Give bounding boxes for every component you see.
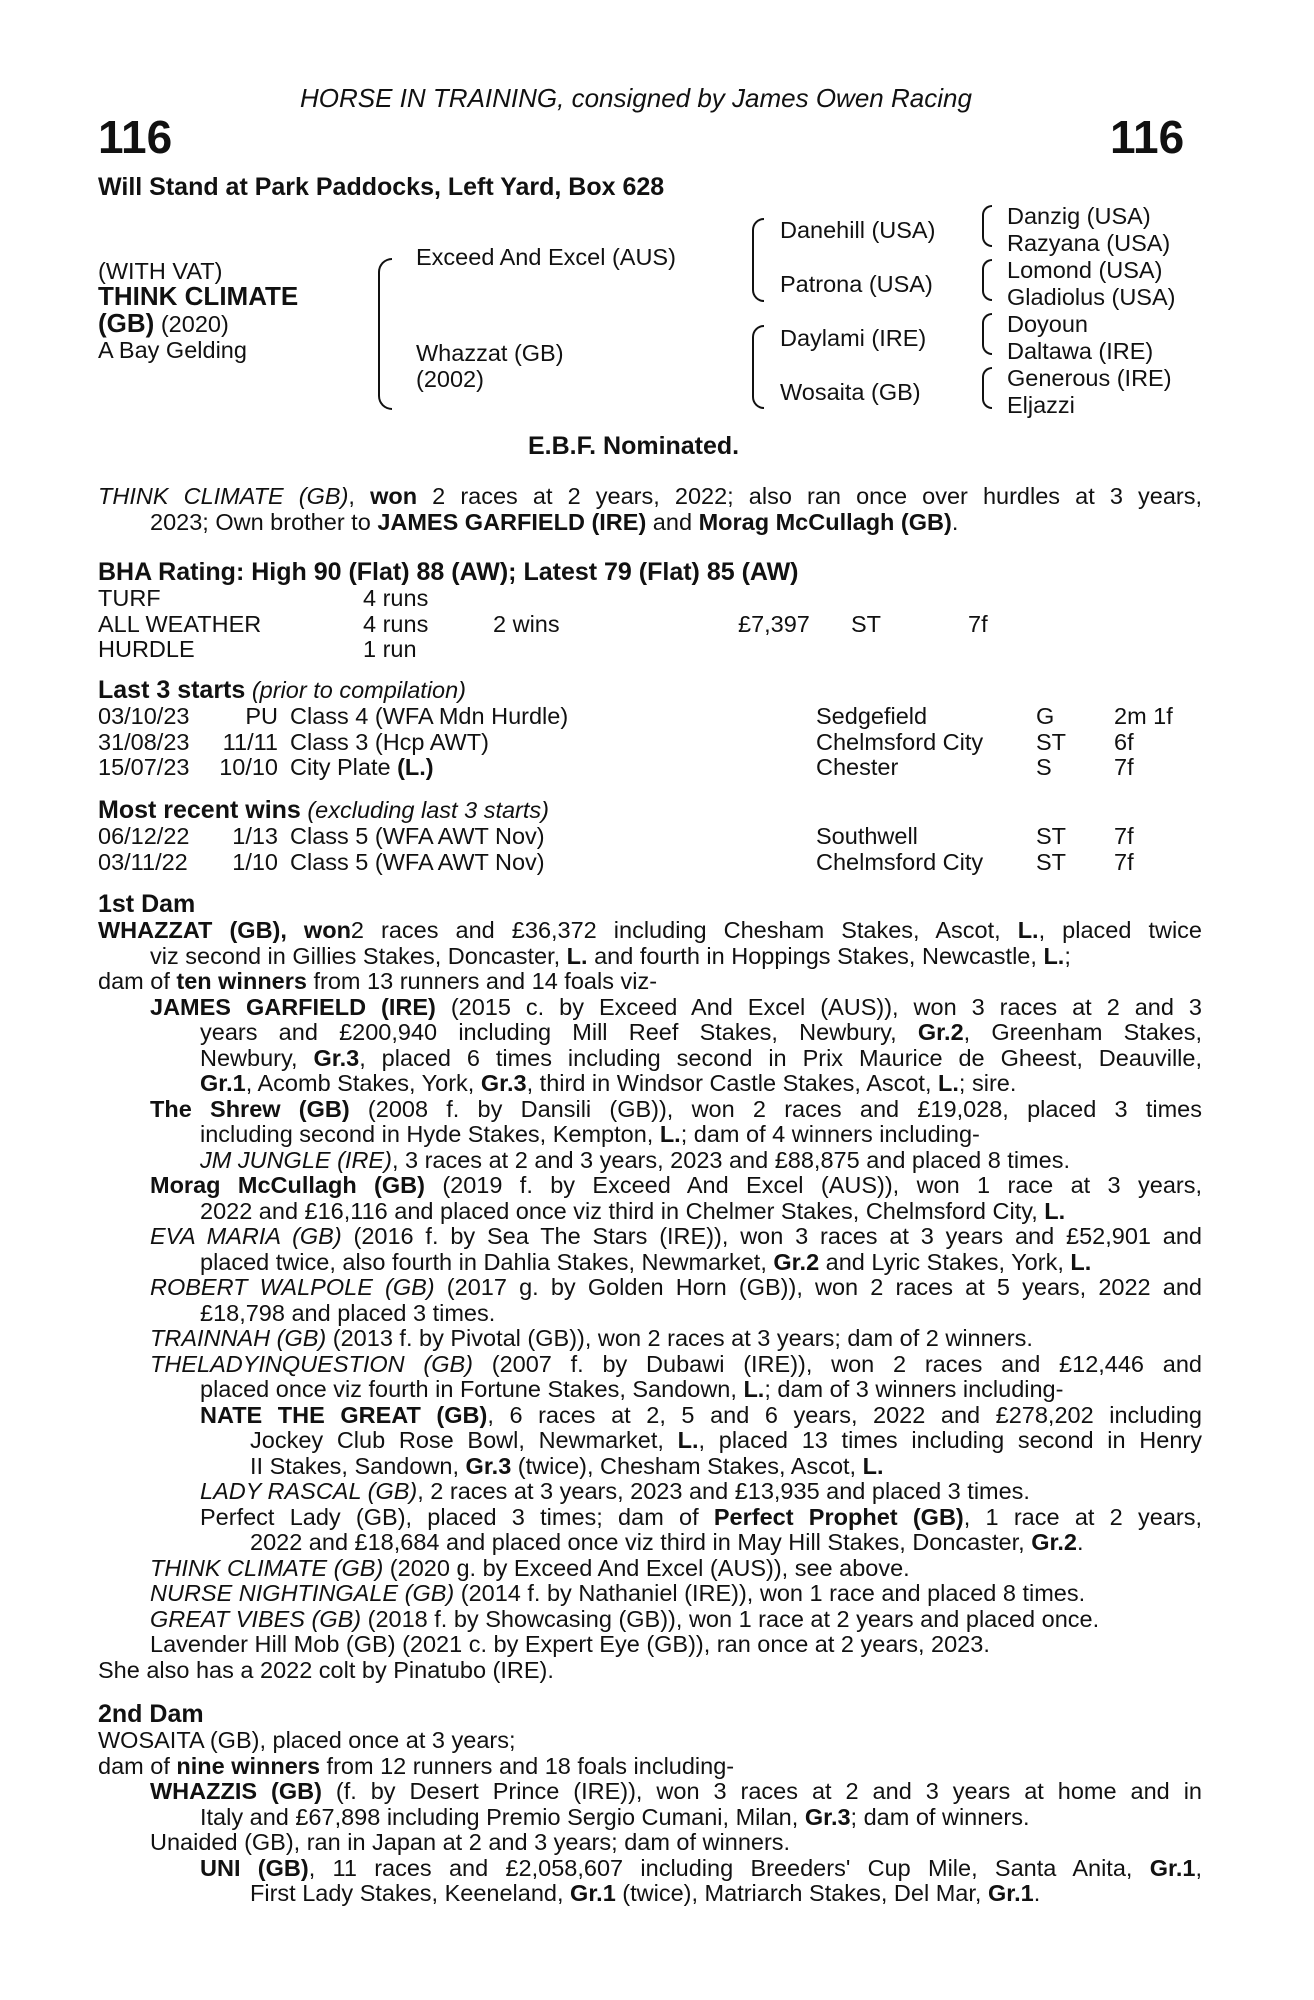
vat-note: (WITH VAT) [98,258,223,284]
first-dam-body [98,918,1202,1683]
summary-and: and [646,508,699,535]
first-dam-text: Newbury, [200,1044,314,1071]
second-dam-bold-text: Gr.1 [1149,1854,1196,1881]
recent-win-race [290,850,545,876]
first-dam-bold-text: Gr.3 [313,1044,360,1071]
first-dam-line [98,995,1202,1021]
first-dam-bold-text: L. [938,1070,959,1096]
first-dam-italic-text: LADY RASCAL (GB) [200,1478,418,1504]
rating-row [98,612,1202,637]
last-start-going: ST [1036,728,1067,755]
first-dam-bold-text: L. [1017,917,1039,943]
last-three-title: Last 3 starts [98,676,246,704]
first-dam-text: (2018 f. by Showcasing (GB)), won 1 race at 2 years and placed once. [361,1605,1100,1632]
first-dam-bold-text: L. [743,1376,765,1402]
last-start-course: Chelmsford City [816,728,984,755]
first-dam-bold-text: Gr.2 [773,1248,820,1275]
pedigree-g3-6: Daltawa (IRE) [1007,338,1154,364]
lot-number-left: 116 [98,111,173,163]
recent-win-distance: 7f [1114,823,1134,849]
pedigree-brace-dam [752,325,764,409]
first-dam-bold-text: L. [1044,1197,1066,1224]
pedigree-sire-sire: Danehill (USA) [780,217,936,243]
second-dam-bold-text: Gr.3 [804,1803,851,1830]
second-dam-bold-text: Gr.1 [570,1880,616,1906]
last-start-race-name: Class 4 (WFA Mdn Hurdle) [290,703,569,729]
last-start-row [98,704,1202,729]
rating-runs: 4 runs [363,610,429,637]
first-dam-text: ; dam of 4 winners including- [680,1121,980,1147]
rating-row [98,586,1202,611]
recent-win-row [98,824,1202,849]
first-dam-text: ; [1064,942,1071,969]
summary-sibling-2: Morag McCullagh (GB) [698,508,952,535]
first-dam-bold-text: Gr.2 [917,1019,964,1045]
last-start-race-listed: (L.) [397,754,434,780]
rating-dist: 7f [968,610,988,637]
first-dam-text: , Acomb Stakes, York, [245,1070,481,1096]
first-dam-italic-text: THINK CLIMATE (GB) [150,1554,384,1581]
pedigree-g3-1: Danzig (USA) [1007,203,1151,229]
first-dam-line [98,1530,1202,1556]
second-dam-body [98,1728,1202,1907]
first-dam-text: (twice), Chesham Stakes, Ascot, [511,1452,863,1479]
horse-name: THINK CLIMATE [98,281,299,311]
first-dam-text: , third in Windsor Castle Stakes, Ascot, [526,1070,939,1096]
second-dam-text: , 11 races and £2,058,607 including Breeders' Cup Mile, Santa Anita, [308,1854,1150,1881]
first-dam-text: ; sire. [958,1070,1017,1096]
pedigree-g3-7: Generous (IRE) [1007,365,1172,391]
summary-horse-name: THINK CLIMATE (GB) [98,483,349,509]
recent-wins-heading [98,798,549,824]
second-dam-text: from 12 runners and 18 foals including- [320,1752,735,1779]
first-dam-bold-text: L. [1043,942,1065,969]
first-dam-text: II Stakes, Sandown, [250,1452,466,1479]
first-dam-text: . [1076,1529,1084,1555]
first-dam-bold-text: ten winners [176,968,307,994]
first-dam-line [98,1199,1202,1225]
first-dam-bold-text: L. [1070,1248,1092,1275]
pedigree-brace-g3-3 [982,313,992,355]
first-dam-bold-text: Perfect Prophet (GB) [713,1503,964,1530]
pedigree-g3-5: Doyoun [1007,311,1088,337]
last-start-going: S [1036,754,1052,780]
last-start-distance: 2m 1f [1114,703,1173,729]
second-dam-line [98,1830,1202,1856]
second-dam-text: Unaided (GB), ran in Japan at 2 and 3 years; dam of winners. [150,1829,791,1855]
recent-wins-note: (excluding last 3 starts) [300,797,549,823]
first-dam-line [98,1556,1202,1582]
first-dam-text: (2013 f. by Pivotal (GB)), won 2 races at 3 years; dam of 2 winners. [326,1325,1033,1351]
pedigree-sire-dam: Patrona (USA) [780,271,933,297]
second-dam-line [98,1856,1202,1882]
rating-row [98,637,1202,662]
recent-win-race-name: Class 5 (WFA AWT Nov) [290,823,545,849]
first-dam-text: (2015 c. by Exceed And Excel (AUS)), won 3 races at 2 and 3 [435,993,1202,1020]
first-dam-line [98,1148,1202,1174]
second-dam-text: (f. by Desert Prince (IRE)), won 3 races at 2 and 3 years at home and in [321,1778,1202,1804]
recent-win-race-name: Class 5 (WFA AWT Nov) [290,848,545,875]
first-dam-line [98,1581,1202,1607]
first-dam-italic-text: TRAINNAH (GB) [150,1325,327,1351]
first-dam-text: (2020 g. by Exceed And Excel (AUS)), see above. [383,1554,910,1581]
second-dam-text: ; dam of winners. [850,1803,1030,1830]
last-three-note: (prior to compilation) [245,677,467,703]
first-dam-italic-text: THELADYINQUESTION (GB) [150,1350,473,1377]
recent-win-going: ST [1036,848,1067,875]
first-dam-text: (2007 f. by Dubawi (IRE)), won 2 races and £12,446 and [473,1350,1202,1377]
first-dam-line [98,1097,1202,1123]
summary-won: won [370,483,418,509]
recent-win-course: Southwell [816,823,918,849]
first-dam-bold-text: L. [659,1121,681,1147]
pedigree-brace-g3-1 [982,205,992,247]
last-start-position: PU [245,703,278,729]
second-dam-bold-text: Gr.1 [987,1880,1034,1906]
summary-sep: , [348,483,371,509]
second-dam-title: 2nd Dam [98,1700,204,1728]
summary-text-1: 2 races at 2 years, 2022; also ran once over hurdles at 3 years, [417,483,1202,509]
rating-going: ST [851,610,882,637]
pedigree-dam-year: (2002) [416,366,484,392]
second-dam-text: dam of [98,1752,177,1779]
bha-rating-title: BHA Rating: High 90 (Flat) 88 (AW); Latest 79 (Flat) 85 (AW) [98,558,799,586]
recent-win-course: Chelmsford City [816,848,984,875]
recent-win-date: 06/12/22 [98,823,190,849]
first-dam-line [98,1071,1202,1097]
first-dam-bold-text: The Shrew (GB) [150,1095,350,1122]
recent-win-distance: 7f [1114,848,1134,875]
first-dam-line [98,1658,1202,1684]
first-dam-bold-text: L. [862,1452,884,1479]
last-start-race [290,704,568,730]
first-dam-text: 2022 and £18,684 and placed once viz third in May Hill Stakes, Doncaster, [250,1529,1032,1555]
first-dam-text: placed once viz fourth in Fortune Stakes, Sandown, [200,1376,744,1402]
last-start-race [290,755,434,781]
second-dam-text: , [1195,1854,1202,1881]
second-dam-line [98,1805,1202,1831]
first-dam-line [98,1632,1202,1658]
first-dam-line [98,1224,1202,1250]
first-dam-text: viz second in Gillies Stakes, Doncaster, [150,942,567,969]
first-dam-line [98,1454,1202,1480]
first-dam-line [98,1122,1202,1148]
rating-runs: 1 run [363,636,417,662]
recent-win-position: 1/10 [232,848,278,875]
pedigree-dam-dam: Wosaita (GB) [780,379,921,405]
horse-country: (GB) [98,308,155,338]
recent-win-row [98,850,1202,875]
first-dam-text: Jockey Club Rose Bowl, Newmarket, [250,1427,678,1453]
second-dam-bold-text: nine winners [176,1752,321,1779]
stand-location: Will Stand at Park Paddocks, Left Yard, Box 628 [98,173,665,201]
summary-line-1 [98,484,1202,510]
last-start-course: Chester [816,754,899,780]
rating-surface: TURF [98,585,161,611]
first-dam-text: Perfect Lady (GB), placed 3 times; dam of [200,1503,714,1530]
first-dam-line [98,1173,1202,1199]
pedigree-dam-sire: Daylami (IRE) [780,325,927,351]
first-dam-bold-text: , won [280,917,351,943]
consignor-line: HORSE IN TRAINING, consigned by James Owen Racing [300,83,972,113]
second-dam-line [98,1728,1202,1754]
performance-summary [98,484,1202,535]
pedigree-g3-8: Eljazzi [1007,392,1075,418]
first-dam-line [98,1275,1202,1301]
second-dam-line [98,1779,1202,1805]
first-dam-bold-text: JAMES GARFIELD (IRE) [150,993,436,1020]
last-start-going: G [1036,703,1055,729]
first-dam-bold-text: Gr.1 [200,1070,246,1096]
first-dam-line [98,1046,1202,1072]
first-dam-bold-text: NATE THE GREAT (GB) [200,1401,488,1428]
rating-prize: £7,397 [738,610,810,637]
pedigree-brace-g3-4 [982,367,992,409]
last-start-position: 10/10 [219,754,278,780]
recent-win-race [290,824,545,850]
first-dam-line [98,944,1202,970]
summary-period: . [951,508,959,535]
horse-year: (2020) [154,311,229,337]
first-dam-line [98,1301,1202,1327]
first-dam-line [98,1326,1202,1352]
pedigree-g3-3: Lomond (USA) [1007,257,1163,283]
first-dam-text: , placed twice [1038,917,1202,943]
first-dam-line [98,1505,1202,1531]
last-start-date: 15/07/23 [98,754,190,780]
recent-win-going: ST [1036,823,1067,849]
second-dam-bold-text: WHAZZIS (GB) [150,1778,322,1804]
first-dam-text: , 6 races at 2, 5 and 6 years, 2022 and £278,202 including [487,1401,1202,1428]
pedigree-brace-g3-2 [982,259,992,301]
first-dam-text: (2017 g. by Golden Horn (GB)), won 2 races at 5 years, 2022 and [434,1274,1202,1300]
second-dam-text: WOSAITA (GB), placed once at 3 years; [98,1727,516,1753]
first-dam-text: (2019 f. by Exceed And Excel (AUS)), won 1 race at 3 years, [424,1172,1202,1198]
first-dam-bold-text: Gr.2 [1031,1529,1077,1555]
first-dam-italic-text: JM JUNGLE (IRE) [200,1146,392,1173]
first-dam-text: , placed 13 times including second in Henry [698,1427,1202,1453]
first-dam-bold-text: Gr.3 [465,1452,512,1479]
first-dam-bold-text: Gr.3 [480,1070,527,1096]
first-dam-bold-text: WHAZZAT (GB) [98,917,281,943]
first-dam-text: (2016 f. by Sea The Stars (IRE)), won 3 races at 3 years and £52,901 and [341,1223,1202,1249]
first-dam-text: (2008 f. by Dansili (GB)), won 2 races and £19,028, placed 3 times [349,1095,1203,1122]
second-dam-text: (twice), Matriarch Stakes, Del Mar, [615,1880,988,1906]
first-dam-text: from 13 runners and 14 foals viz- [306,968,658,994]
first-dam-text: She also has a 2022 colt by Pinatubo (IRE). [98,1656,554,1683]
summary-text-2: 2023; Own brother to [150,508,378,535]
first-dam-line [98,1479,1202,1505]
pedigree-sire: Exceed And Excel (AUS) [416,244,676,270]
first-dam-line [98,969,1202,995]
second-dam-line [98,1754,1202,1780]
last-start-date: 31/08/23 [98,728,190,755]
recent-wins-title: Most recent wins [98,796,301,824]
rating-wins: 2 wins [493,610,560,637]
first-dam-italic-text: NURSE NIGHTINGALE (GB) [150,1580,455,1606]
first-dam-italic-text: ROBERT WALPOLE (GB) [150,1274,435,1300]
first-dam-line [98,1352,1202,1378]
pedigree-g3-2: Razyana (USA) [1007,230,1171,256]
last-start-race-name: City Plate [290,754,398,780]
rating-surface: ALL WEATHER [98,610,262,637]
summary-sibling-1: JAMES GARFIELD (IRE) [377,508,647,535]
horse-description: A Bay Gelding [98,337,247,363]
first-dam-line [98,1377,1202,1403]
first-dam-line [98,1607,1202,1633]
horse-origin-year [98,308,229,338]
rating-runs: 4 runs [363,585,429,611]
pedigree-brace-main [378,258,392,410]
first-dam-text: placed twice, also fourth in Dahlia Stakes, Newmarket, [200,1248,774,1275]
first-dam-text: 2022 and £16,116 and placed once viz third in Chelmer Stakes, Chelmsford City, [200,1197,1045,1224]
last-start-distance: 6f [1114,728,1134,755]
first-dam-line [98,1403,1202,1429]
first-dam-line [98,1428,1202,1454]
first-dam-text: Lavender Hill Mob (GB) (2021 c. by Expert Eye (GB)), ran once at 2 years, 2023. [150,1631,990,1657]
last-start-position: 11/11 [222,728,278,755]
pedigree-brace-sire [752,218,764,302]
first-dam-line [98,918,1202,944]
first-dam-bold-text: Morag McCullagh (GB) [150,1172,425,1198]
rating-surface: HURDLE [98,636,195,662]
first-dam-text: , 2 races at 3 years, 2023 and £13,935 and placed 3 times. [417,1478,1030,1504]
summary-line-2 [98,510,1202,536]
first-dam-text: £18,798 and placed 3 times. [200,1299,496,1326]
second-dam-text: . [1033,1880,1041,1906]
last-three-heading [98,678,466,704]
pedigree-dam: Whazzat (GB) [416,340,564,366]
first-dam-text: , 1 race at 2 years, [963,1503,1202,1530]
first-dam-title: 1st Dam [98,890,196,918]
second-dam-text: First Lady Stakes, Keeneland, [250,1880,571,1906]
lot-number-right: 116 [1110,111,1185,163]
first-dam-text: , placed 6 times including second in Prix Maurice de Gheest, Deauville, [359,1044,1202,1071]
first-dam-line [98,1250,1202,1276]
second-dam-line [98,1881,1202,1907]
last-start-course: Sedgefield [816,703,928,729]
last-start-race-name: Class 3 (Hcp AWT) [290,728,489,755]
first-dam-italic-text: GREAT VIBES (GB) [150,1605,362,1632]
recent-win-date: 03/11/22 [98,848,188,875]
last-start-distance: 7f [1114,754,1134,780]
first-dam-italic-text: EVA MARIA (GB) [150,1223,342,1249]
last-start-date: 03/10/23 [98,703,190,729]
first-dam-text: and Lyric Stakes, York, [819,1248,1071,1275]
recent-win-position: 1/13 [232,823,278,849]
first-dam-text: years and £200,940 including Mill Reef Stakes, Newbury, [200,1019,918,1045]
last-start-row [98,755,1202,780]
last-start-row [98,730,1202,755]
first-dam-text: ; dam of 3 winners including- [764,1376,1064,1402]
first-dam-text: , Greenham Stakes, [963,1019,1202,1045]
second-dam-text: Italy and £67,898 including Premio Sergio Cumani, Milan, [200,1803,805,1830]
first-dam-text: including second in Hyde Stakes, Kempton, [200,1121,660,1147]
first-dam-bold-text: L. [677,1427,699,1453]
first-dam-text: 2 races and £36,372 including Chesham Stakes, Ascot, [350,917,1018,943]
first-dam-line [98,1020,1202,1046]
first-dam-text: and fourth in Hoppings Stakes, Newcastle, [587,942,1044,969]
first-dam-bold-text: L. [566,942,588,969]
pedigree-g3-4: Gladiolus (USA) [1007,284,1176,310]
ebf-nominated: E.B.F. Nominated. [528,432,740,460]
first-dam-text: dam of [98,968,177,994]
last-start-race [290,730,489,756]
first-dam-text: , 3 races at 2 and 3 years, 2023 and £88,875 and placed 8 times. [391,1146,1070,1173]
second-dam-bold-text: UNI (GB) [200,1854,309,1881]
first-dam-text: (2014 f. by Nathaniel (IRE)), won 1 race and placed 8 times. [454,1580,1086,1606]
